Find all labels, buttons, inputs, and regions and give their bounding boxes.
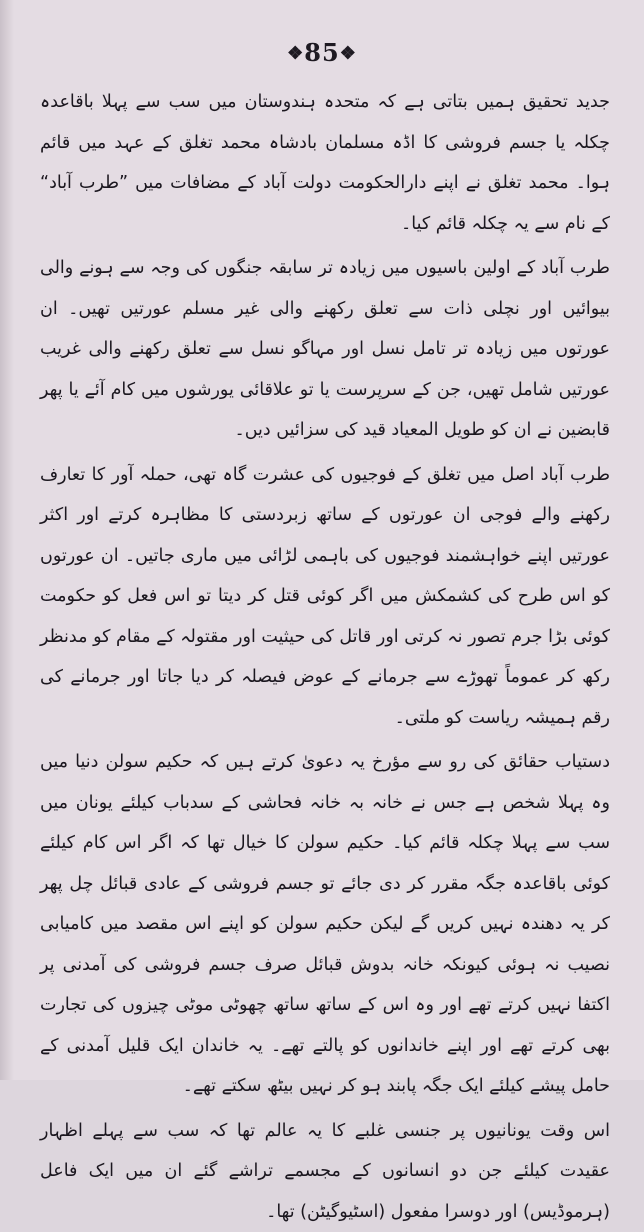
page-number-ornament-right: ❖ <box>340 43 357 64</box>
paragraph: طرب آباد کے اولین باسیوں میں زیادہ تر سابقہ جنگوں کی وجہ سے ہونے والی بیوائیں اور نچلی ذات سے تعلق رکھنے والی غیر مسلم عورتیں تھیں۔ ان عورتوں میں زیادہ تر تامل نسل اور مہاگو نسل سے تعلق رکھنے والی غریب عورتیں شامل تھیں، جن کے سرپرست یا تو علاقائی یورشوں میں کام آئے یا پھر قابضین نے ان کو طویل المعیاد قید کی سزائیں دیں۔ <box>40 248 610 451</box>
paragraph: جدید تحقیق ہمیں بتاتی ہے کہ متحدہ ہندوستان میں سب سے پہلا باقاعدہ چکلہ یا جسم فروشی کا اڈہ مسلمان بادشاہ محمد تغلق کے عہد میں قائم ہوا۔ محمد تغلق نے اپنے دارالحکومت دولت آباد کے مضافات میں ”طرب آباد“ کے نام سے یہ چکلہ قائم کیا۔ <box>40 82 610 244</box>
page-number-ornament-left: ❖ <box>287 43 304 64</box>
paragraph: اس وقت یونانیوں پر جنسی غلبے کا یہ عالم تھا کہ سب سے پہلے اظہار عقیدت کیلئے جن دو انسانوں کے مجسمے تراشے گئے ان میں ایک فاعل (ہرموڈیس) اور دوسرا مفعول (اسٹیوگیٹن) تھا۔ <box>40 1111 610 1232</box>
paragraph: دستیاب حقائق کی رو سے مؤرخ یہ دعویٰ کرتے ہیں کہ حکیم سولن دنیا میں وہ پہلا شخص ہے جس نے خانہ بہ خانہ فحاشی کے سدباب کیلئے یونان میں سب سے پہلا چکلہ قائم کیا۔ حکیم سولن کا خیال تھا کہ اگر اس کام کیلئے کوئی باقاعدہ جگہ مقرر کر دی جائے تو جسم فروشی کے عادی قبائل چل پھر کر یہ دھندہ نہیں کریں گے لیکن حکیم سولن کو اپنے اس مقصد میں کامیابی نصیب نہ ہوئی کیونکہ خانہ بدوش قبائل صرف جسم فروشی کی آمدنی پر اکتفا نہیں کرتے تھے اور وہ اس کے ساتھ ساتھ چھوٹی موٹی چیزوں کی تجارت بھی کرتے تھے اور اپنے خاندانوں کو پالتے تھے۔ یہ خاندان ایک قلیل آمدنی کے حامل پیشے کیلئے ایک جگہ پابند ہو کر نہیں بیٹھ سکتے تھے۔ <box>40 742 610 1107</box>
page-gutter-shadow <box>0 0 14 1080</box>
page-number <box>0 38 644 67</box>
body-text <box>40 82 610 1232</box>
page-number-value: 85 <box>304 38 339 67</box>
paragraph: طرب آباد اصل میں تغلق کے فوجیوں کی عشرت گاہ تھی، حملہ آور کا تعارف رکھنے والے فوجی ان عورتوں کے ساتھ زبردستی کا مظاہرہ کرتے اور اکثر عورتیں اپنے خواہشمند فوجیوں کی باہمی لڑائی میں ماری جاتیں۔ ان عورتوں کو اس طرح کی کشمکش میں اگر کوئی قتل کر دیتا تو اس فعل کو حکومت کوئی بڑا جرم تصور نہ کرتی اور قاتل کی حیثیت اور مقتولہ کے مقام کو مدنظر رکھ کر عموماً تھوڑے سے جرمانے کے عوض فیصلہ کر دیا جاتا اور جرمانے کی رقم ہمیشہ ریاست کو ملتی۔ <box>40 455 610 739</box>
